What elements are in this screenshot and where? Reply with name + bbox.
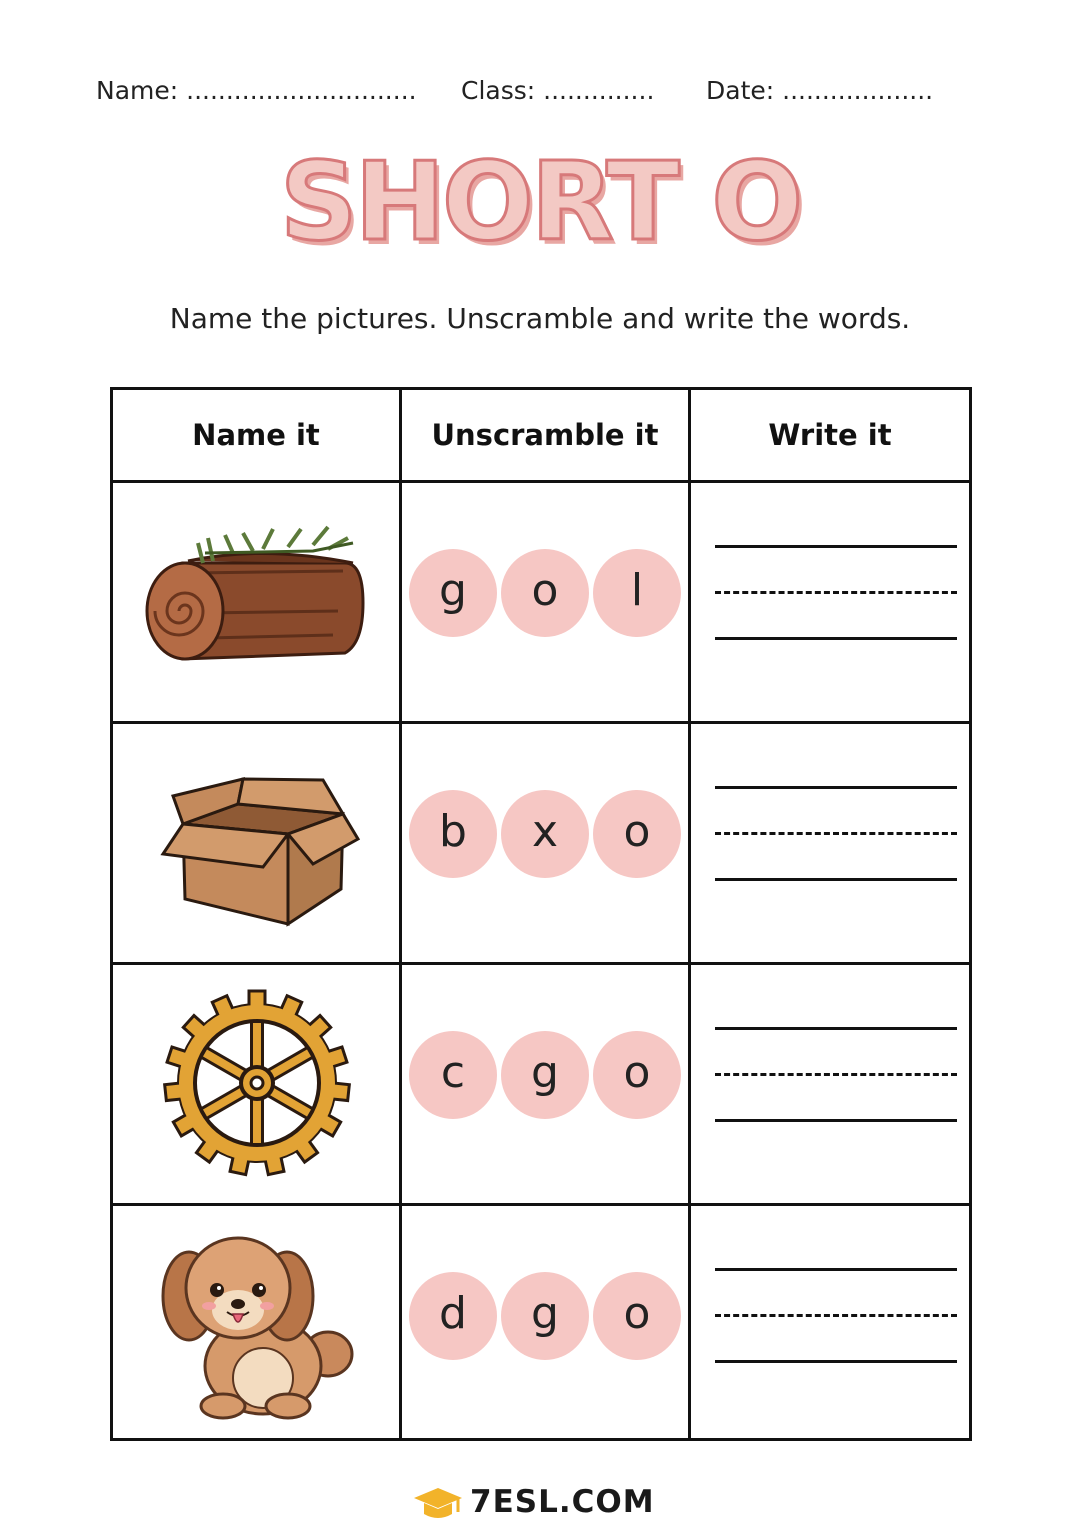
writing-line-bottom <box>715 1360 957 1363</box>
writing-line-bottom <box>715 878 957 881</box>
writing-lines[interactable] <box>691 1206 969 1444</box>
class-field-label[interactable]: Class: .............. <box>461 76 655 105</box>
writing-line-top <box>715 1268 957 1271</box>
picture-cell <box>113 724 399 962</box>
writing-line-middle <box>715 591 957 594</box>
letter-circle: g <box>409 549 497 637</box>
letter-circle: c <box>409 1031 497 1119</box>
table-row <box>113 965 969 1203</box>
picture-cell <box>113 1206 399 1444</box>
student-info-row <box>0 74 1080 114</box>
table-row <box>113 1206 969 1444</box>
instruction-text: Name the pictures. Unscramble and write the words. <box>169 302 911 335</box>
graduation-cap-icon <box>412 1484 464 1524</box>
date-field-label[interactable]: Date: ................... <box>706 76 934 105</box>
letter-circle: o <box>593 790 681 878</box>
letter-circle: g <box>501 1031 589 1119</box>
worksheet-table <box>110 387 972 1441</box>
letter-tiles <box>402 724 688 962</box>
name-field-label[interactable]: Name: ............................. <box>96 76 417 105</box>
letter-circle: x <box>501 790 589 878</box>
writing-lines[interactable] <box>691 965 969 1203</box>
letter-circle: g <box>501 1272 589 1360</box>
letter-tiles <box>402 1206 688 1444</box>
footer-logo[interactable] <box>412 1484 682 1524</box>
picture-cell <box>113 483 399 721</box>
picture-cell <box>113 965 399 1203</box>
brand-name: 7ESL.COM <box>470 1484 655 1520</box>
writing-line-top <box>715 786 957 789</box>
column-header-write-it: Write it <box>768 418 892 452</box>
writing-line-middle <box>715 1314 957 1317</box>
column-header-unscramble-it: Unscramble it <box>431 418 659 452</box>
letter-circle: l <box>593 549 681 637</box>
table-row <box>113 483 969 721</box>
letter-tiles <box>402 483 688 721</box>
column-header-name-it: Name it <box>192 418 320 452</box>
log-icon <box>113 483 399 721</box>
writing-line-middle <box>715 1073 957 1076</box>
letter-circle: o <box>501 549 589 637</box>
table-row <box>113 724 969 962</box>
letter-tiles <box>402 965 688 1203</box>
writing-line-bottom <box>715 1119 957 1122</box>
worksheet-title: SHORT O <box>279 140 801 265</box>
writing-lines[interactable] <box>691 483 969 721</box>
writing-line-bottom <box>715 637 957 640</box>
writing-line-middle <box>715 832 957 835</box>
letter-circle: o <box>593 1031 681 1119</box>
writing-lines[interactable] <box>691 724 969 962</box>
cog-icon <box>113 965 399 1203</box>
letter-circle: o <box>593 1272 681 1360</box>
letter-circle: b <box>409 790 497 878</box>
writing-line-top <box>715 1027 957 1030</box>
writing-line-top <box>715 545 957 548</box>
dog-icon <box>113 1206 399 1444</box>
letter-circle: d <box>409 1272 497 1360</box>
box-icon <box>113 724 399 962</box>
